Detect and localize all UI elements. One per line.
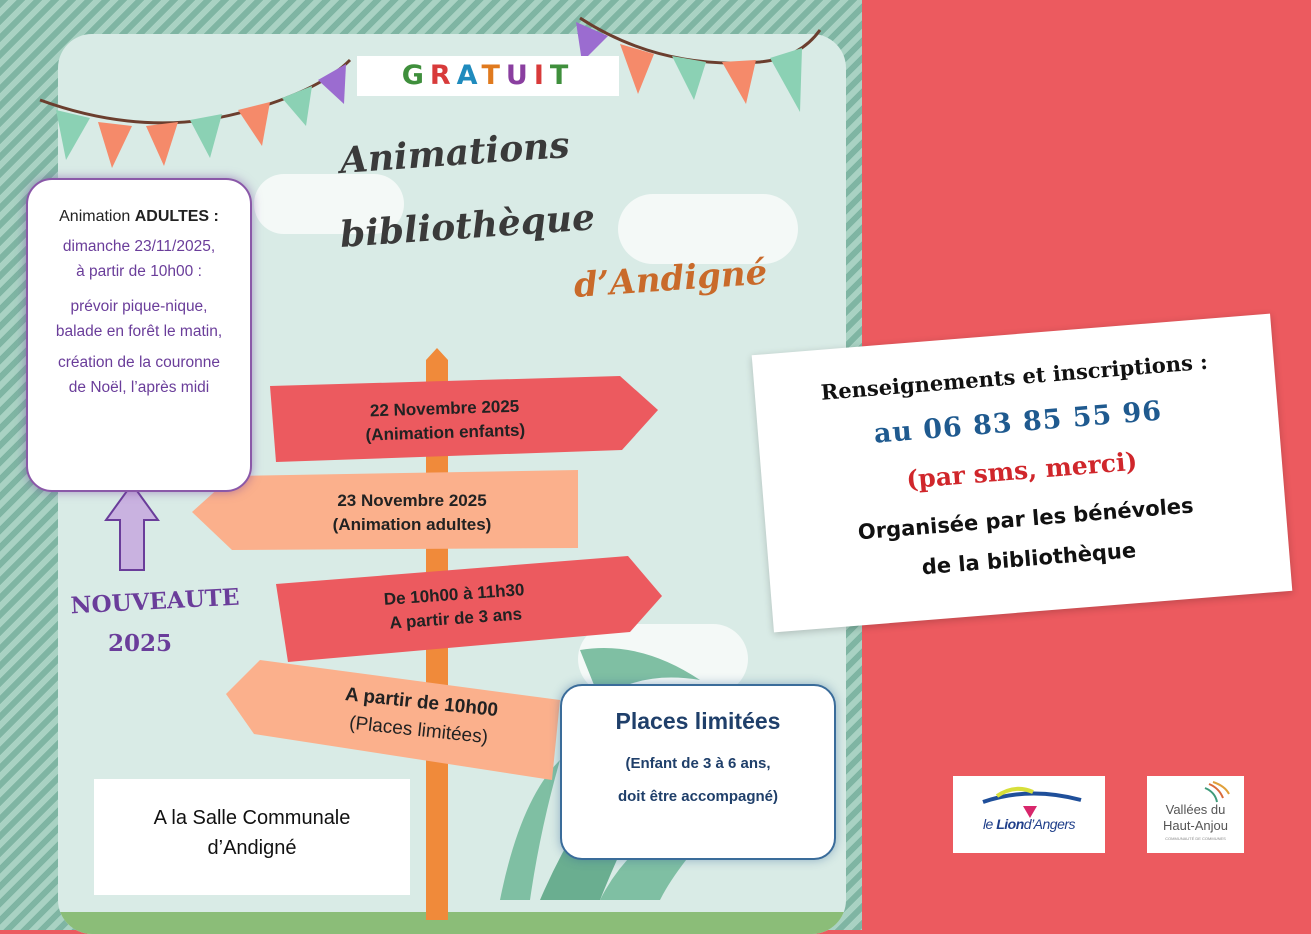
adult-line: prévoir pique-nique,: [70, 298, 208, 315]
title-line-1: Animations: [338, 124, 571, 182]
free-banner: [357, 56, 619, 96]
info-heading: Renseignements et inscriptions :: [819, 348, 1209, 405]
info-sms: (par sms, merci): [905, 446, 1139, 495]
sign-3-line-1: De 10h00 à 11h30: [383, 580, 526, 609]
vallees-haut-anjou-logo: [1147, 776, 1244, 853]
new-label: [40, 574, 270, 658]
lion-angers-text: [953, 816, 1105, 832]
sign-2-line-1: 23 Novembre 2025: [337, 491, 487, 510]
venue-line-2: d’Andigné: [207, 837, 297, 859]
lion-swoosh-icon: [953, 776, 1105, 853]
info-card: [752, 314, 1293, 633]
free-banner-letter: U: [505, 60, 534, 91]
new-label-line-2: 2025: [107, 630, 172, 657]
places-line-2: doit être accompagné): [617, 788, 779, 805]
new-label-line-1: NOUVEAUTE: [69, 583, 241, 620]
adult-line: de Noël, l’après midi: [68, 379, 210, 396]
adult-heading-prefix: Animation: [59, 208, 135, 225]
sign-2: [252, 482, 572, 544]
free-banner-letter: A: [456, 60, 482, 91]
sign-4-line-1: A partir de 10h00: [344, 684, 499, 722]
lion-text-mid: Lion: [996, 816, 1024, 832]
places-line-1: (Enfant de 3 à 6 ans,: [625, 755, 771, 772]
places-title: Places limitées: [615, 708, 781, 734]
free-banner-letter: T: [549, 60, 575, 91]
info-phone: au 06 83 85 55 96: [872, 395, 1164, 450]
places-box: [560, 684, 836, 860]
sign-1-line-2: (Animation enfants): [365, 420, 526, 445]
free-banner-letter: T: [481, 60, 506, 91]
adult-line: création de la couronne: [57, 354, 220, 371]
vallees-line-1: Vallées du: [1165, 802, 1226, 817]
lion-text-left: le: [982, 816, 997, 832]
info-org-line-1: Organisée par les bénévoles: [857, 493, 1195, 545]
sign-3-line-2: A partir de 3 ans: [389, 604, 523, 633]
sign-2-line-2: (Animation adultes): [332, 515, 492, 534]
vallees-line-2: Haut-Anjou: [1162, 818, 1229, 833]
free-banner-letter: R: [429, 60, 457, 91]
title-line-3: d’Andigné: [572, 252, 769, 306]
venue-line-1: A la Salle Communale: [153, 807, 351, 829]
adult-heading-bold: ADULTES :: [134, 208, 219, 225]
free-banner-letter: I: [533, 60, 550, 91]
sign-4-line-2: (Places limitées): [348, 712, 489, 749]
free-banner-letter: G: [401, 60, 430, 91]
title-line-2: bibliothèque: [338, 196, 597, 256]
adult-line: à partir de 10h00 :: [76, 263, 202, 280]
adult-line: dimanche 23/11/2025,: [62, 238, 216, 255]
adult-line: balade en forêt le matin,: [55, 323, 223, 340]
venue-box: [94, 779, 410, 895]
info-org-line-2: de la bibliothèque: [920, 538, 1137, 580]
sign-1-line-1: 22 Novembre 2025: [369, 396, 520, 421]
lion-text-right: d’Angers: [1023, 816, 1076, 832]
adult-heading: [28, 208, 250, 226]
sign-1: [289, 385, 601, 457]
lion-angers-logo: [953, 776, 1105, 853]
adult-info-box: [26, 178, 252, 492]
vallees-small: COMMUNAUTÉ DE COMMUNES: [1165, 836, 1226, 841]
